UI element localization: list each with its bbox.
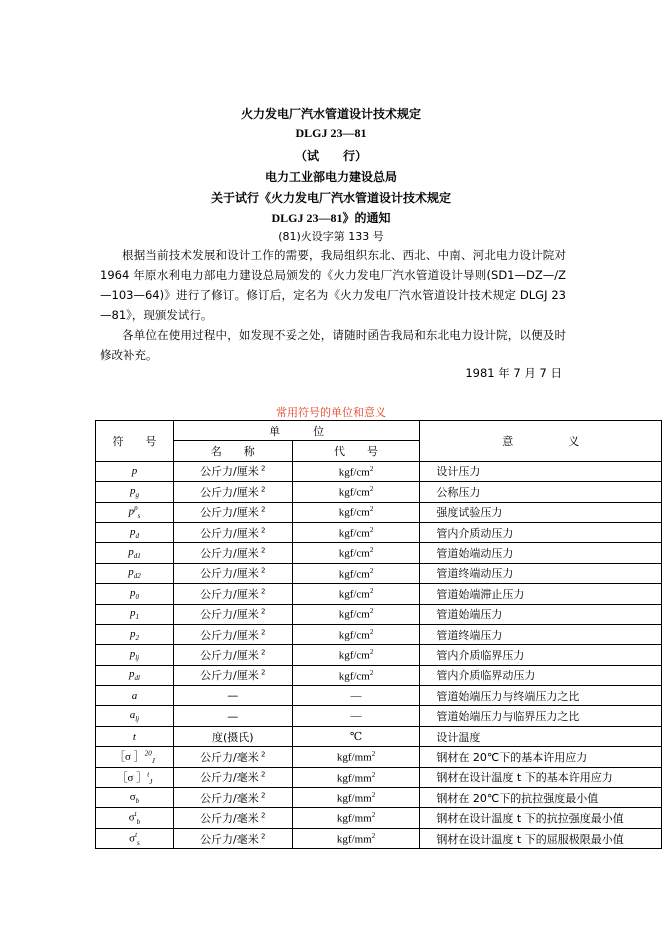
unit-name: —: [227, 689, 239, 703]
unit-name-cell: [173, 706, 292, 726]
header-unit-code: 代 号: [292, 441, 420, 461]
unit-name-exponent: 2: [258, 750, 266, 759]
unit-name-cell: [173, 747, 292, 767]
unit-name-exponent: 2: [258, 770, 266, 779]
meaning-cell: 管道始端滞止压力: [420, 584, 662, 604]
symbol-base: p: [128, 566, 134, 579]
unit-name: 公斤力/毫米: [200, 812, 259, 826]
meaning-cell: 管内介质临界压力: [420, 645, 662, 665]
unit-name: 公斤力/厘米: [200, 526, 259, 540]
symbol-subscript: 2: [135, 633, 139, 642]
symbol-cell: [96, 686, 174, 706]
notice-date: 1981 年 7 月 7 日: [465, 366, 562, 380]
header-unit-name: 名 称: [173, 441, 292, 461]
table-row: [96, 482, 662, 502]
unit-code-exponent: 2: [369, 505, 374, 514]
unit-code: kgf/mm: [336, 812, 372, 825]
unit-name-exponent: 2: [258, 607, 266, 616]
symbol-cell: [96, 706, 174, 726]
symbol-superscript: t: [134, 810, 137, 819]
symbol-cell: [96, 747, 174, 767]
symbol-base: ［σ ］: [114, 751, 145, 764]
unit-code-cell: [292, 461, 420, 481]
unit-code: kgf/cm: [338, 568, 370, 581]
table-row: [96, 522, 662, 542]
meaning-cell: 钢材在 20℃下的抗拉强度最小值: [420, 788, 662, 808]
notice-paragraph-2: 各单位在使用过程中，如发现不妥之处，请随时函告我局和东北电力设计院，以便及时修改补充。: [100, 328, 566, 362]
unit-name: 公斤力/厘米: [200, 465, 259, 479]
unit-code-exponent: 2: [369, 648, 374, 657]
unit-code: kgf/cm: [338, 588, 370, 601]
symbol-cell: [96, 624, 174, 644]
symbol-base: σ: [129, 790, 136, 803]
unit-code: kgf/mm: [336, 792, 372, 805]
unit-code: kgf/cm: [338, 649, 370, 662]
unit-code-exponent: 2: [371, 770, 376, 779]
unit-code-cell: [292, 686, 420, 706]
unit-name: 公斤力/厘米: [200, 608, 259, 622]
unit-name: 公斤力/厘米: [200, 669, 259, 683]
symbol-subscript: d: [135, 531, 139, 540]
meaning-cell: 管内介质动压力: [420, 522, 662, 542]
unit-code-cell: [292, 645, 420, 665]
symbol-subscript: lj: [135, 715, 140, 724]
table-row: [96, 726, 662, 746]
symbol-base: p: [129, 525, 136, 538]
meaning-cell: 钢材在设计温度 t 下的基本许用应力: [420, 767, 662, 787]
notice-body: [100, 245, 566, 365]
unit-name-cell: [173, 665, 292, 685]
symbol-cell: [96, 543, 174, 563]
symbol-subscript: d1: [133, 552, 141, 561]
unit-code: kgf/mm: [336, 772, 372, 785]
unit-code-exponent: 2: [369, 464, 374, 473]
table-row: [96, 808, 662, 828]
symbol-subscript: lj: [135, 654, 140, 663]
unit-name: 公斤力/厘米: [200, 567, 259, 581]
unit-name-cell: [173, 522, 292, 542]
unit-code-cell: [292, 808, 420, 828]
symbol-subscript: J: [149, 777, 153, 786]
table-row: [96, 747, 662, 767]
unit-code-cell: [292, 502, 420, 522]
table-row: [96, 645, 662, 665]
unit-code-exponent: 2: [369, 525, 374, 534]
unit-code-exponent: 2: [371, 831, 376, 840]
symbol-subscript: b: [135, 796, 140, 805]
table-row: [96, 624, 662, 644]
unit-code-cell: [292, 624, 420, 644]
unit-code: kgf/cm: [338, 527, 370, 540]
unit-name: 公斤力/厘米: [200, 587, 259, 601]
unit-name-exponent: 2: [258, 464, 266, 473]
symbol-cell: [96, 604, 174, 624]
header-symbol: 符 号: [96, 421, 174, 462]
unit-code-exponent: 2: [369, 546, 374, 555]
symbol-base: a: [131, 689, 138, 702]
symbol-base: p: [128, 505, 135, 518]
symbol-superscript: p: [134, 504, 138, 513]
symbol-subscript: J: [151, 757, 155, 766]
unit-name-exponent: 2: [258, 627, 266, 636]
unit-code-exponent: 2: [369, 668, 374, 677]
table-row: [96, 461, 662, 481]
symbol-base: ［σ ］: [116, 771, 148, 784]
unit-name-exponent: 2: [258, 648, 266, 657]
symbol-superscript: t: [147, 770, 150, 779]
unit-name-exponent: 2: [258, 566, 266, 575]
symbol-cell: [96, 808, 174, 828]
meaning-cell: 管道始端压力与终端压力之比: [420, 686, 662, 706]
symbol-base: t: [132, 730, 136, 743]
table-row: [96, 665, 662, 685]
symbol-cell: [96, 482, 174, 502]
header-unit: 单 位: [173, 421, 420, 441]
unit-code-exponent: 2: [371, 790, 376, 799]
unit-name-exponent: 2: [258, 831, 266, 840]
symbol-base: p: [128, 668, 135, 681]
meaning-cell: 设计温度: [420, 726, 662, 746]
unit-name-cell: [173, 584, 292, 604]
table-row: [96, 543, 662, 563]
notice-title-line2: DLGJ 23—81》的通知: [271, 211, 391, 225]
symbol-base: p: [129, 484, 136, 497]
unit-name-exponent: 2: [258, 668, 266, 677]
meaning-cell: 设计压力: [420, 461, 662, 481]
symbol-cell: [96, 788, 174, 808]
symbol-subscript: 0: [135, 592, 139, 601]
table-row: [96, 502, 662, 522]
meaning-cell: 管道始端压力与临界压力之比: [420, 706, 662, 726]
table-row: [96, 686, 662, 706]
meaning-cell: 钢材在设计温度 t 下的屈服极限最小值: [420, 828, 662, 848]
unit-code: kgf/cm: [338, 547, 370, 560]
unit-name-cell: [173, 726, 292, 746]
unit-code-cell: [292, 584, 420, 604]
unit-name-cell: [173, 543, 292, 563]
symbol-base: p: [129, 647, 136, 660]
symbol-cell: [96, 726, 174, 746]
unit-code: ℃: [349, 731, 363, 744]
unit-name-cell: [173, 808, 292, 828]
unit-code-cell: [292, 563, 420, 583]
unit-code-cell: [292, 543, 420, 563]
unit-code-cell: [292, 482, 420, 502]
symbol-base: p: [131, 465, 138, 478]
table-row: [96, 788, 662, 808]
table-caption: 常用符号的单位和意义: [276, 406, 386, 419]
doc-trial-label: （试 行）: [294, 149, 367, 163]
symbol-cell: [96, 645, 174, 665]
unit-name: 公斤力/毫米: [200, 832, 259, 846]
unit-code-cell: [292, 665, 420, 685]
unit-name-cell: [173, 828, 292, 848]
header-meaning: 意 义: [420, 421, 662, 462]
unit-name-exponent: 2: [258, 587, 266, 596]
unit-code: kgf/cm: [338, 609, 370, 622]
unit-code-cell: [292, 767, 420, 787]
table-row: [96, 604, 662, 624]
symbol-cell: [96, 828, 174, 848]
unit-code-exponent: 2: [371, 811, 376, 820]
unit-code-cell: [292, 726, 420, 746]
meaning-cell: 钢材在设计温度 t 下的抗拉强度最小值: [420, 808, 662, 828]
meaning-cell: 管道始端动压力: [420, 543, 662, 563]
symbol-cell: [96, 665, 174, 685]
meaning-cell: 管内介质临界动压力: [420, 665, 662, 685]
unit-name: 公斤力/毫米: [200, 750, 259, 764]
meaning-cell: 强度试验压力: [420, 502, 662, 522]
unit-code: kgf/cm: [338, 507, 370, 520]
unit-name-cell: [173, 461, 292, 481]
symbol-superscript: t: [135, 830, 138, 839]
unit-code-exponent: 2: [369, 586, 374, 595]
unit-code-cell: [292, 604, 420, 624]
unit-name: 公斤力/厘米: [200, 547, 259, 561]
unit-code: —: [350, 689, 362, 702]
unit-name: 公斤力/厘米: [200, 648, 259, 662]
symbol-cell: [96, 584, 174, 604]
unit-code: kgf/mm: [336, 751, 372, 764]
unit-code-cell: [292, 706, 420, 726]
unit-code: —: [350, 710, 362, 723]
unit-code-exponent: 2: [369, 627, 374, 636]
symbol-subscript: b: [136, 818, 141, 827]
unit-name-cell: [173, 788, 292, 808]
unit-name: 公斤力/厘米: [200, 628, 259, 642]
unit-name: 公斤力/毫米: [200, 791, 259, 805]
unit-name-cell: [173, 502, 292, 522]
unit-name-cell: [173, 604, 292, 624]
symbol-subscript: s: [137, 838, 140, 847]
unit-name: 公斤力/厘米: [200, 485, 259, 499]
symbol-cell: [96, 767, 174, 787]
unit-name-cell: [173, 645, 292, 665]
table-row: [96, 584, 662, 604]
unit-code: kgf/cm: [338, 629, 370, 642]
unit-name: 公斤力/厘米: [200, 506, 259, 520]
unit-name-cell: [173, 482, 292, 502]
unit-name: 度(摄氏): [211, 730, 254, 744]
doc-title: 火力发电厂汽水管道设计技术规定: [240, 107, 421, 121]
symbol-cell: [96, 522, 174, 542]
symbol-cell: [96, 502, 174, 522]
symbol-base: p: [129, 586, 136, 599]
symbol-subscript: 1: [135, 613, 139, 622]
notice-title-line1: 关于试行《火力发电厂汽水管道设计技术规定: [210, 191, 451, 205]
symbol-subscript: g: [135, 490, 139, 499]
symbol-subscript: s: [137, 512, 141, 521]
unit-code: kgf/cm: [338, 486, 370, 499]
unit-code-cell: [292, 747, 420, 767]
unit-code-exponent: 2: [371, 750, 376, 759]
symbol-base: p: [129, 627, 136, 640]
unit-code-exponent: 2: [369, 566, 374, 575]
symbol-subscript: d2: [133, 572, 141, 581]
unit-code-exponent: 2: [369, 485, 374, 494]
unit-name-exponent: 2: [258, 546, 266, 555]
unit-code-exponent: 2: [369, 607, 374, 616]
unit-name-cell: [173, 686, 292, 706]
unit-code-cell: [292, 522, 420, 542]
document-number: (81)火设字第 133 号: [278, 230, 384, 243]
symbol-base: σ: [128, 811, 135, 824]
meaning-cell: 管道终端动压力: [420, 563, 662, 583]
table-row: [96, 828, 662, 848]
unit-code: kgf/cm: [338, 466, 370, 479]
unit-code-cell: [292, 828, 420, 848]
symbol-base: σ: [129, 832, 136, 845]
symbol-cell: [96, 563, 174, 583]
table-row: [96, 563, 662, 583]
meaning-cell: 钢材在 20℃下的基本许用应力: [420, 747, 662, 767]
symbol-base: p: [128, 545, 134, 558]
symbols-table: [95, 420, 662, 849]
doc-code: DLGJ 23—81: [295, 126, 367, 140]
issuing-authority: 电力工业部电力建设总局: [264, 170, 397, 184]
unit-name-exponent: 2: [258, 811, 266, 820]
table-row: [96, 706, 662, 726]
unit-name-exponent: 2: [258, 485, 266, 494]
unit-name: 公斤力/毫米: [200, 771, 259, 785]
unit-name-cell: [173, 624, 292, 644]
unit-code: kgf/cm: [338, 670, 370, 683]
unit-code-cell: [292, 788, 420, 808]
meaning-cell: 管道终端压力: [420, 624, 662, 644]
symbol-superscript: 20: [144, 749, 152, 758]
symbol-subscript: dl: [134, 674, 140, 683]
unit-name-exponent: 2: [258, 791, 266, 800]
unit-name-cell: [173, 767, 292, 787]
unit-name-exponent: 2: [258, 525, 266, 534]
unit-name-cell: [173, 563, 292, 583]
notice-paragraph-1: 根据当前技术发展和设计工作的需要，我局组织东北、西北、中南、河北电力设计院对 1964 年原水利电力部电力建设总局颁发的《火力发电厂汽水管道设计导则(SD1—DZ—/Z—103—64)》进行了修订。修订后，定名为《火力发电厂汽水管道设计技术规定 DLGJ 23—81》，现颁发试行。: [100, 248, 566, 322]
symbol-base: a: [129, 709, 136, 722]
meaning-cell: 公称压力: [420, 482, 662, 502]
symbol-base: p: [129, 607, 136, 620]
table-row: [96, 767, 662, 787]
unit-name-exponent: 2: [258, 505, 266, 514]
symbol-cell: [96, 461, 174, 481]
unit-name: —: [227, 709, 239, 723]
unit-code: kgf/mm: [336, 833, 372, 846]
meaning-cell: 管道始端压力: [420, 604, 662, 624]
